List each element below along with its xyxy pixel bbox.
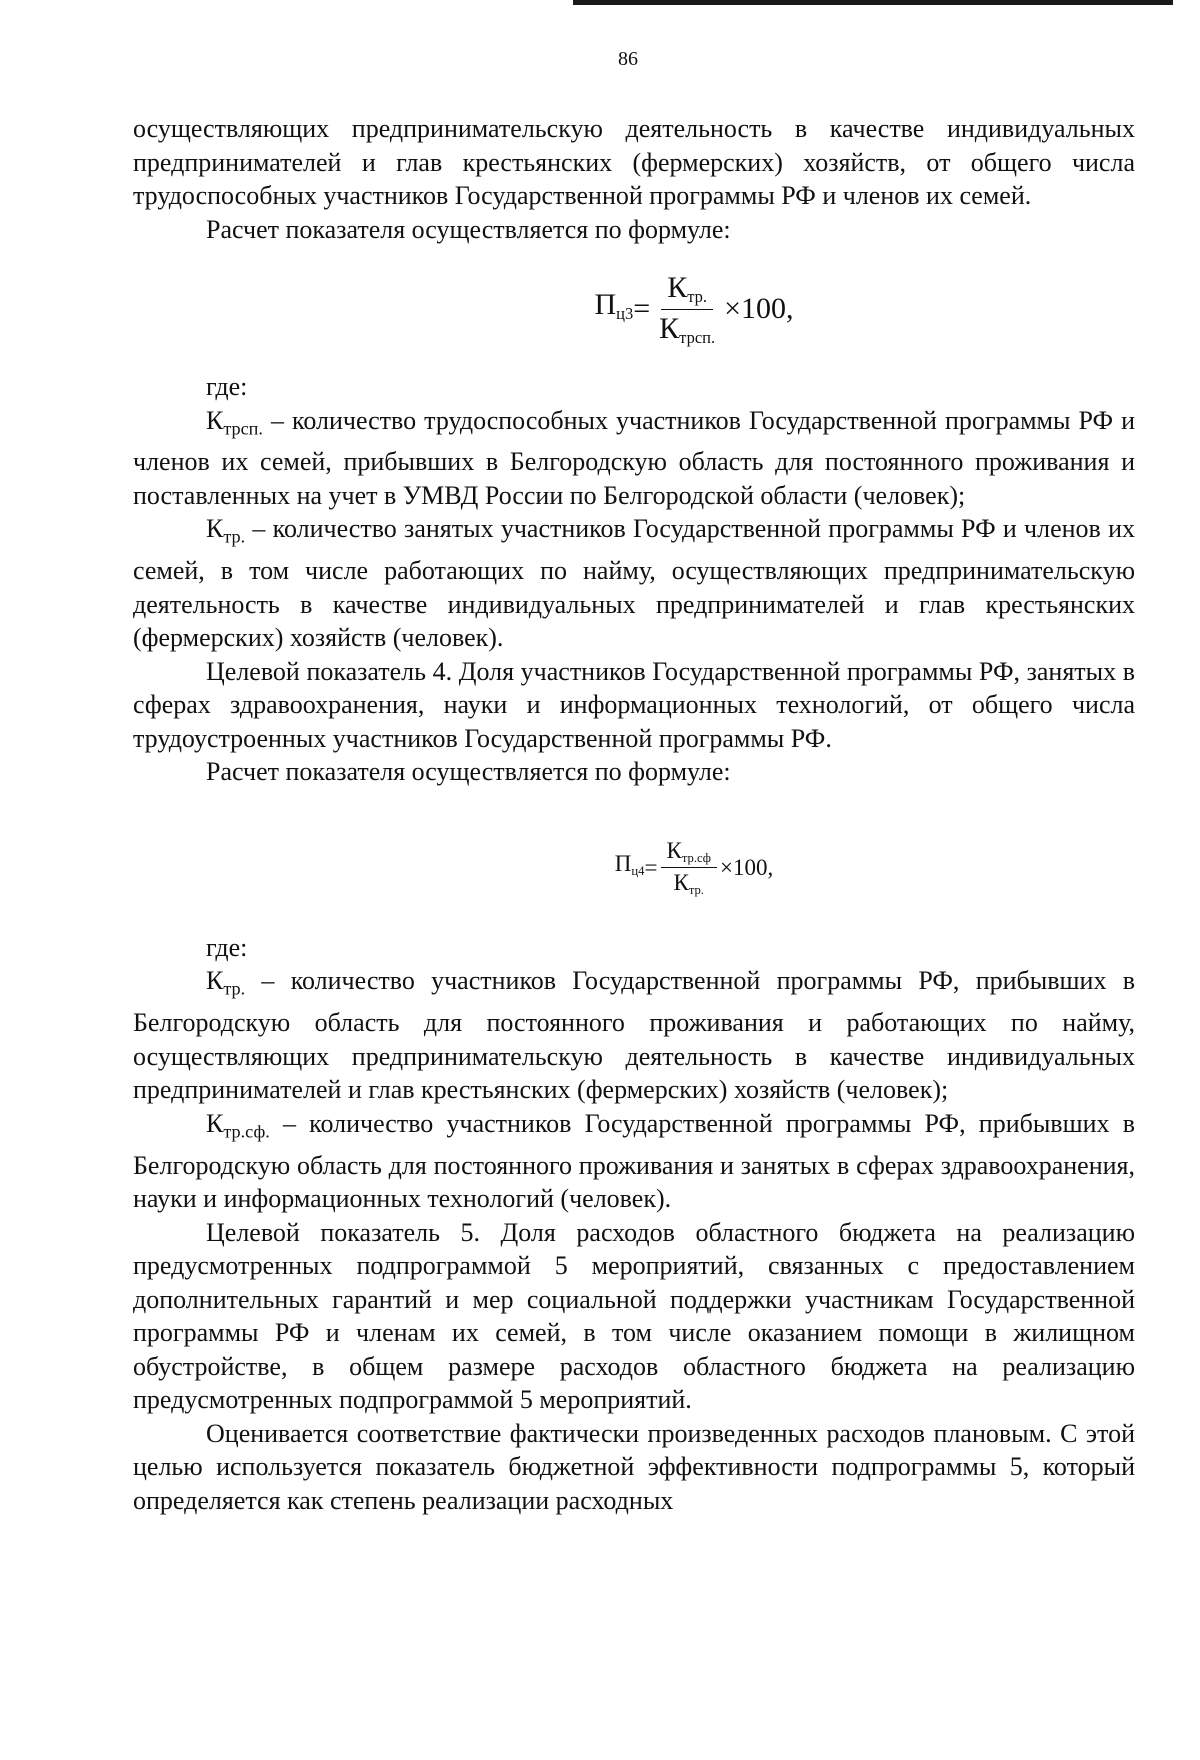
formula-2-numerator: $К_{тр.сф}$ bbox=[661, 838, 717, 869]
formula-2-tail: ×100, bbox=[719, 855, 774, 881]
definition-k-tr-symbol: $К_{тр.}$ bbox=[206, 514, 246, 547]
formula-1-num-sub: тр. bbox=[687, 287, 708, 307]
assessment-paragraph: Оценивается соответствие фактически произведенных расходов плановым. С этой целью используется показатель бюджетной эффективности подпрограммы 5, который определяется как степень реализации расходных bbox=[133, 1418, 1135, 1515]
formula-2-lhs-sub: ц4 bbox=[631, 864, 645, 879]
formula-2-denominator: $К_{тр.}$ bbox=[673, 870, 704, 898]
document-body bbox=[133, 112, 1135, 1517]
paragraph-continuation: осуществляющих предпринимательскую деятельность в качестве индивидуальных предпринимателей и глав крестьянских (фермерских) хозяйств, от общего числа трудоспособных участников Государственной программы РФ и членов их семей. bbox=[133, 114, 1135, 210]
definition-k-tr bbox=[133, 512, 1135, 654]
formula-2-fraction bbox=[661, 838, 717, 898]
formula-1-fraction bbox=[653, 271, 721, 346]
page-number: 86 bbox=[618, 48, 638, 70]
formula-2-den-sub: тр. bbox=[688, 883, 704, 898]
formula-target-3 bbox=[133, 254, 1135, 364]
definition-k-tr-2 bbox=[133, 964, 1135, 1106]
definition-k-trsp-text: – количество трудоспособных участников Государственной программы РФ и членов их семей, прибывших в Белгородскую область для постоянного проживания и поставленных на учет в УМВД России по Белгородской области (человек); bbox=[133, 405, 1135, 510]
top-rule bbox=[573, 0, 1173, 5]
formula-2-lhs: $П_{ц4}$ bbox=[614, 851, 645, 879]
formula-1-eq: = bbox=[633, 292, 651, 326]
target-indicator-5: Целевой показатель 5. Доля расходов областного бюджета на реализацию предусмотренных подпрограммой 5 мероприятий, связанных с предоставлением дополнительных гарантий и мер социальной поддержки участникам Государственной программы РФ и членам их семей, в том числе оказанием помощи в жилищном обустройстве, в общем размере расходов областного бюджета на реализацию предусмотренных подпрограммой 5 мероприятий. bbox=[133, 1217, 1135, 1415]
definition-k-trsp bbox=[133, 404, 1135, 513]
formula-2-eq: = bbox=[644, 855, 658, 881]
definition-k-trsf-text: – количество участников Государственной программы РФ, прибывших в Белгородскую область для постоянного проживания и занятых в сферах здравоохранения, науки и информационных технологий (человек). bbox=[133, 1108, 1135, 1214]
formula-1-tail: ×100, bbox=[724, 292, 794, 326]
formula-target-4 bbox=[133, 813, 1135, 923]
target-indicator-4: Целевой показатель 4. Доля участников Государственной программы РФ, занятых в сферах здравоохранения, науки и информационных технологий, от общего числа трудоустроенных участников Государственной программы РФ. bbox=[133, 656, 1135, 753]
formula-1-lhs: $П_{ц3}$ bbox=[594, 287, 634, 323]
definition-k-trsp-symbol: $К_{трсп.}$ bbox=[206, 405, 263, 438]
where-label-2: где: bbox=[206, 932, 248, 962]
definition-k-tr-text: – количество занятых участников Государственной программы РФ и членов их семей, в том числе работающих по найму, осуществляющих предпринимательскую деятельность в качестве индивидуальных предпринимателей и глав крестьянских (фермерских) хозяйств (человек). bbox=[133, 514, 1135, 653]
formula-2-num-sub: тр.сф bbox=[681, 850, 711, 865]
formula-1-numerator: $К_{тр.}$ bbox=[661, 271, 713, 309]
formula-1-den-sub: трсп. bbox=[679, 327, 716, 347]
calc-intro-1: Расчет показателя осуществляется по формуле: bbox=[206, 214, 731, 244]
where-label-1: где: bbox=[206, 372, 248, 401]
definition-k-trsf-symbol: $К_{тр.сф.}$ bbox=[206, 1108, 270, 1142]
formula-1-denominator: $К_{трсп.}$ bbox=[659, 311, 716, 347]
definition-k-tr-2-symbol: $К_{тр.}$ bbox=[206, 966, 246, 999]
calc-intro-2: Расчет показателя осуществляется по формуле: bbox=[206, 757, 731, 787]
definition-k-tr-2-text: – количество участников Государственной программы РФ, прибывших в Белгородскую область для постоянного проживания и работающих по найму, осуществляющих предпринимательскую деятельность в качестве индивидуальных предпринимателей и глав крестьянских (фермерских) хозяйств (человек); bbox=[133, 966, 1135, 1105]
definition-k-trsf bbox=[133, 1107, 1135, 1216]
formula-1-lhs-sub: ц3 bbox=[616, 303, 634, 323]
